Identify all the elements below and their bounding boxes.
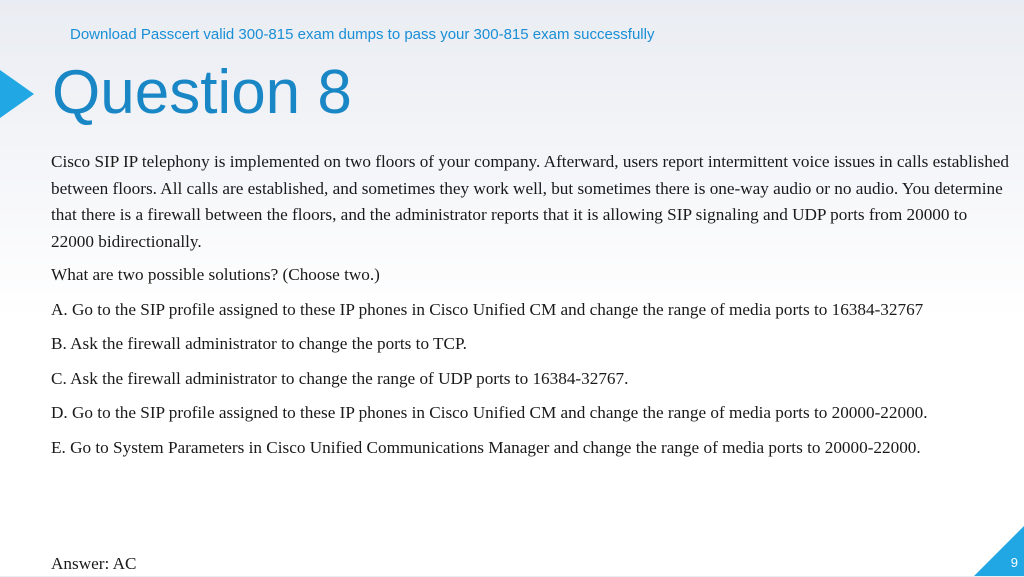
answer-text: Answer: AC <box>51 554 137 573</box>
question-text: Cisco SIP IP telephony is implemented on two floors of your company. Afterward, users report intermittent voice issues in calls established between floors. All calls are established, and sometimes they work well, but sometimes there is one-way audio or no audio. You determine that there is a firewall between the floors, and the administrator reports that it is allowing SIP signaling and UDP ports from 20000 to 22000 bidirectionally. <box>51 152 1010 251</box>
option-e: E. Go to System Parameters in Cisco Unified Communications Manager and change the range of media ports to 20000-22000. <box>51 437 921 457</box>
slide-title: Question 8 <box>52 58 352 127</box>
page-number: 9 <box>1010 555 1018 570</box>
question-body <box>51 149 1013 469</box>
option-c: C. Ask the firewall administrator to change the range of UDP ports to 16384-32767. <box>51 368 629 388</box>
option-d: D. Go to the SIP profile assigned to these IP phones in Cisco Unified CM and change the range of media ports to 20000-22000. <box>51 403 928 422</box>
question-prompt: What are two possible solutions? (Choose two.) <box>51 265 380 284</box>
option-a: A. Go to the SIP profile assigned to these IP phones in Cisco Unified CM and change the range of media ports to 16384-32767 <box>51 299 924 319</box>
option-b: B. Ask the firewall administrator to change the ports to TCP. <box>51 334 467 353</box>
download-banner-link[interactable]: Download Passcert valid 300-815 exam dumps to pass your 300-815 exam successfully <box>70 26 655 43</box>
accent-arrow-icon <box>0 70 34 118</box>
